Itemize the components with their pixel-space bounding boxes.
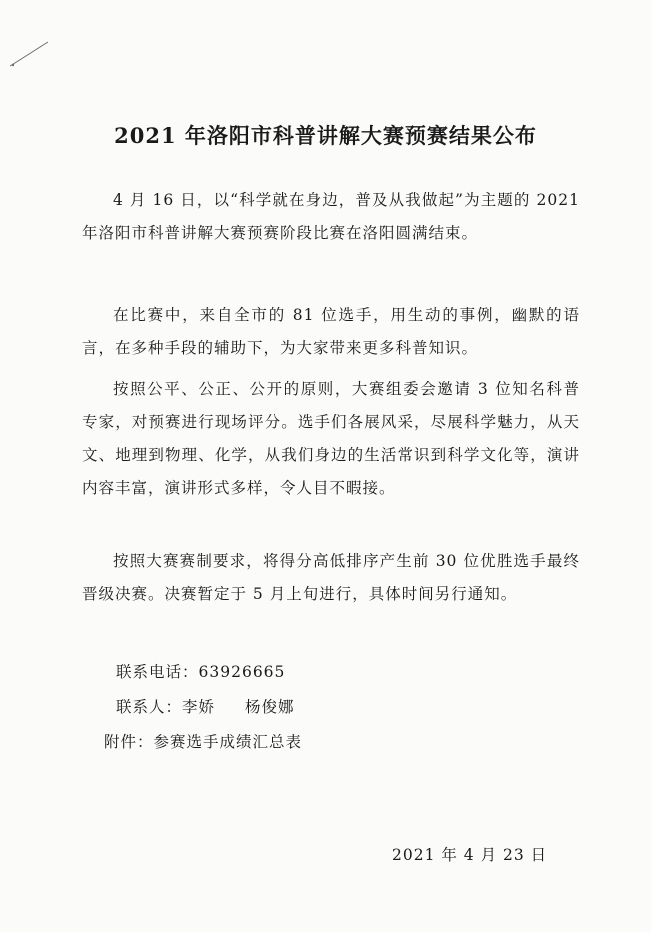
contact-people-label: 联系人：: [116, 698, 183, 716]
pen-mark: [8, 38, 50, 72]
paragraph-3: 按照公平、公正、公开的原则，大赛组委会邀请 3 位知名科普专家，对预赛进行现场评分。选手们各展风采，尽展科学魅力，从天文、地理到物理、化学，从我们身边的生活常识到科学文化等，演讲内容丰富，演讲形式多样，令人目不暇接。: [82, 380, 580, 497]
contact-phone-number: 63926665: [198, 663, 286, 681]
attachment-line: [104, 730, 302, 752]
contact-phone-line: [116, 660, 285, 682]
paragraph-1: 4 月 16 日，以“科学就在身边，普及从我做起”为主题的 2021 年洛阳市科普讲解大赛预赛阶段比赛在洛阳圆满结束。: [82, 191, 580, 242]
document-date: 2021 年 4 月 23 日: [392, 846, 548, 864]
paragraph-4: 按照大赛赛制要求，将得分高低排序产生前 30 位优胜选手最终晋级决赛。决赛暂定于 5 月上旬进行，具体时间另行通知。: [82, 552, 580, 603]
contact-people-line: [116, 695, 295, 717]
attachment-name: 参赛选手成绩汇总表: [153, 733, 303, 751]
contact-person-2: 杨俊娜: [245, 698, 295, 716]
page-title: 2021 年洛阳市科普讲解大赛预赛结果公布: [114, 123, 537, 148]
attachment-label: 附件：: [104, 733, 154, 751]
paragraph-2: 在比赛中，来自全市的 81 位选手，用生动的事例，幽默的语言，在多种手段的辅助下，为大家带来更多科普知识。: [82, 306, 580, 357]
contact-person-1: 李娇: [182, 698, 216, 716]
contact-phone-label: 联系电话：: [116, 663, 199, 681]
